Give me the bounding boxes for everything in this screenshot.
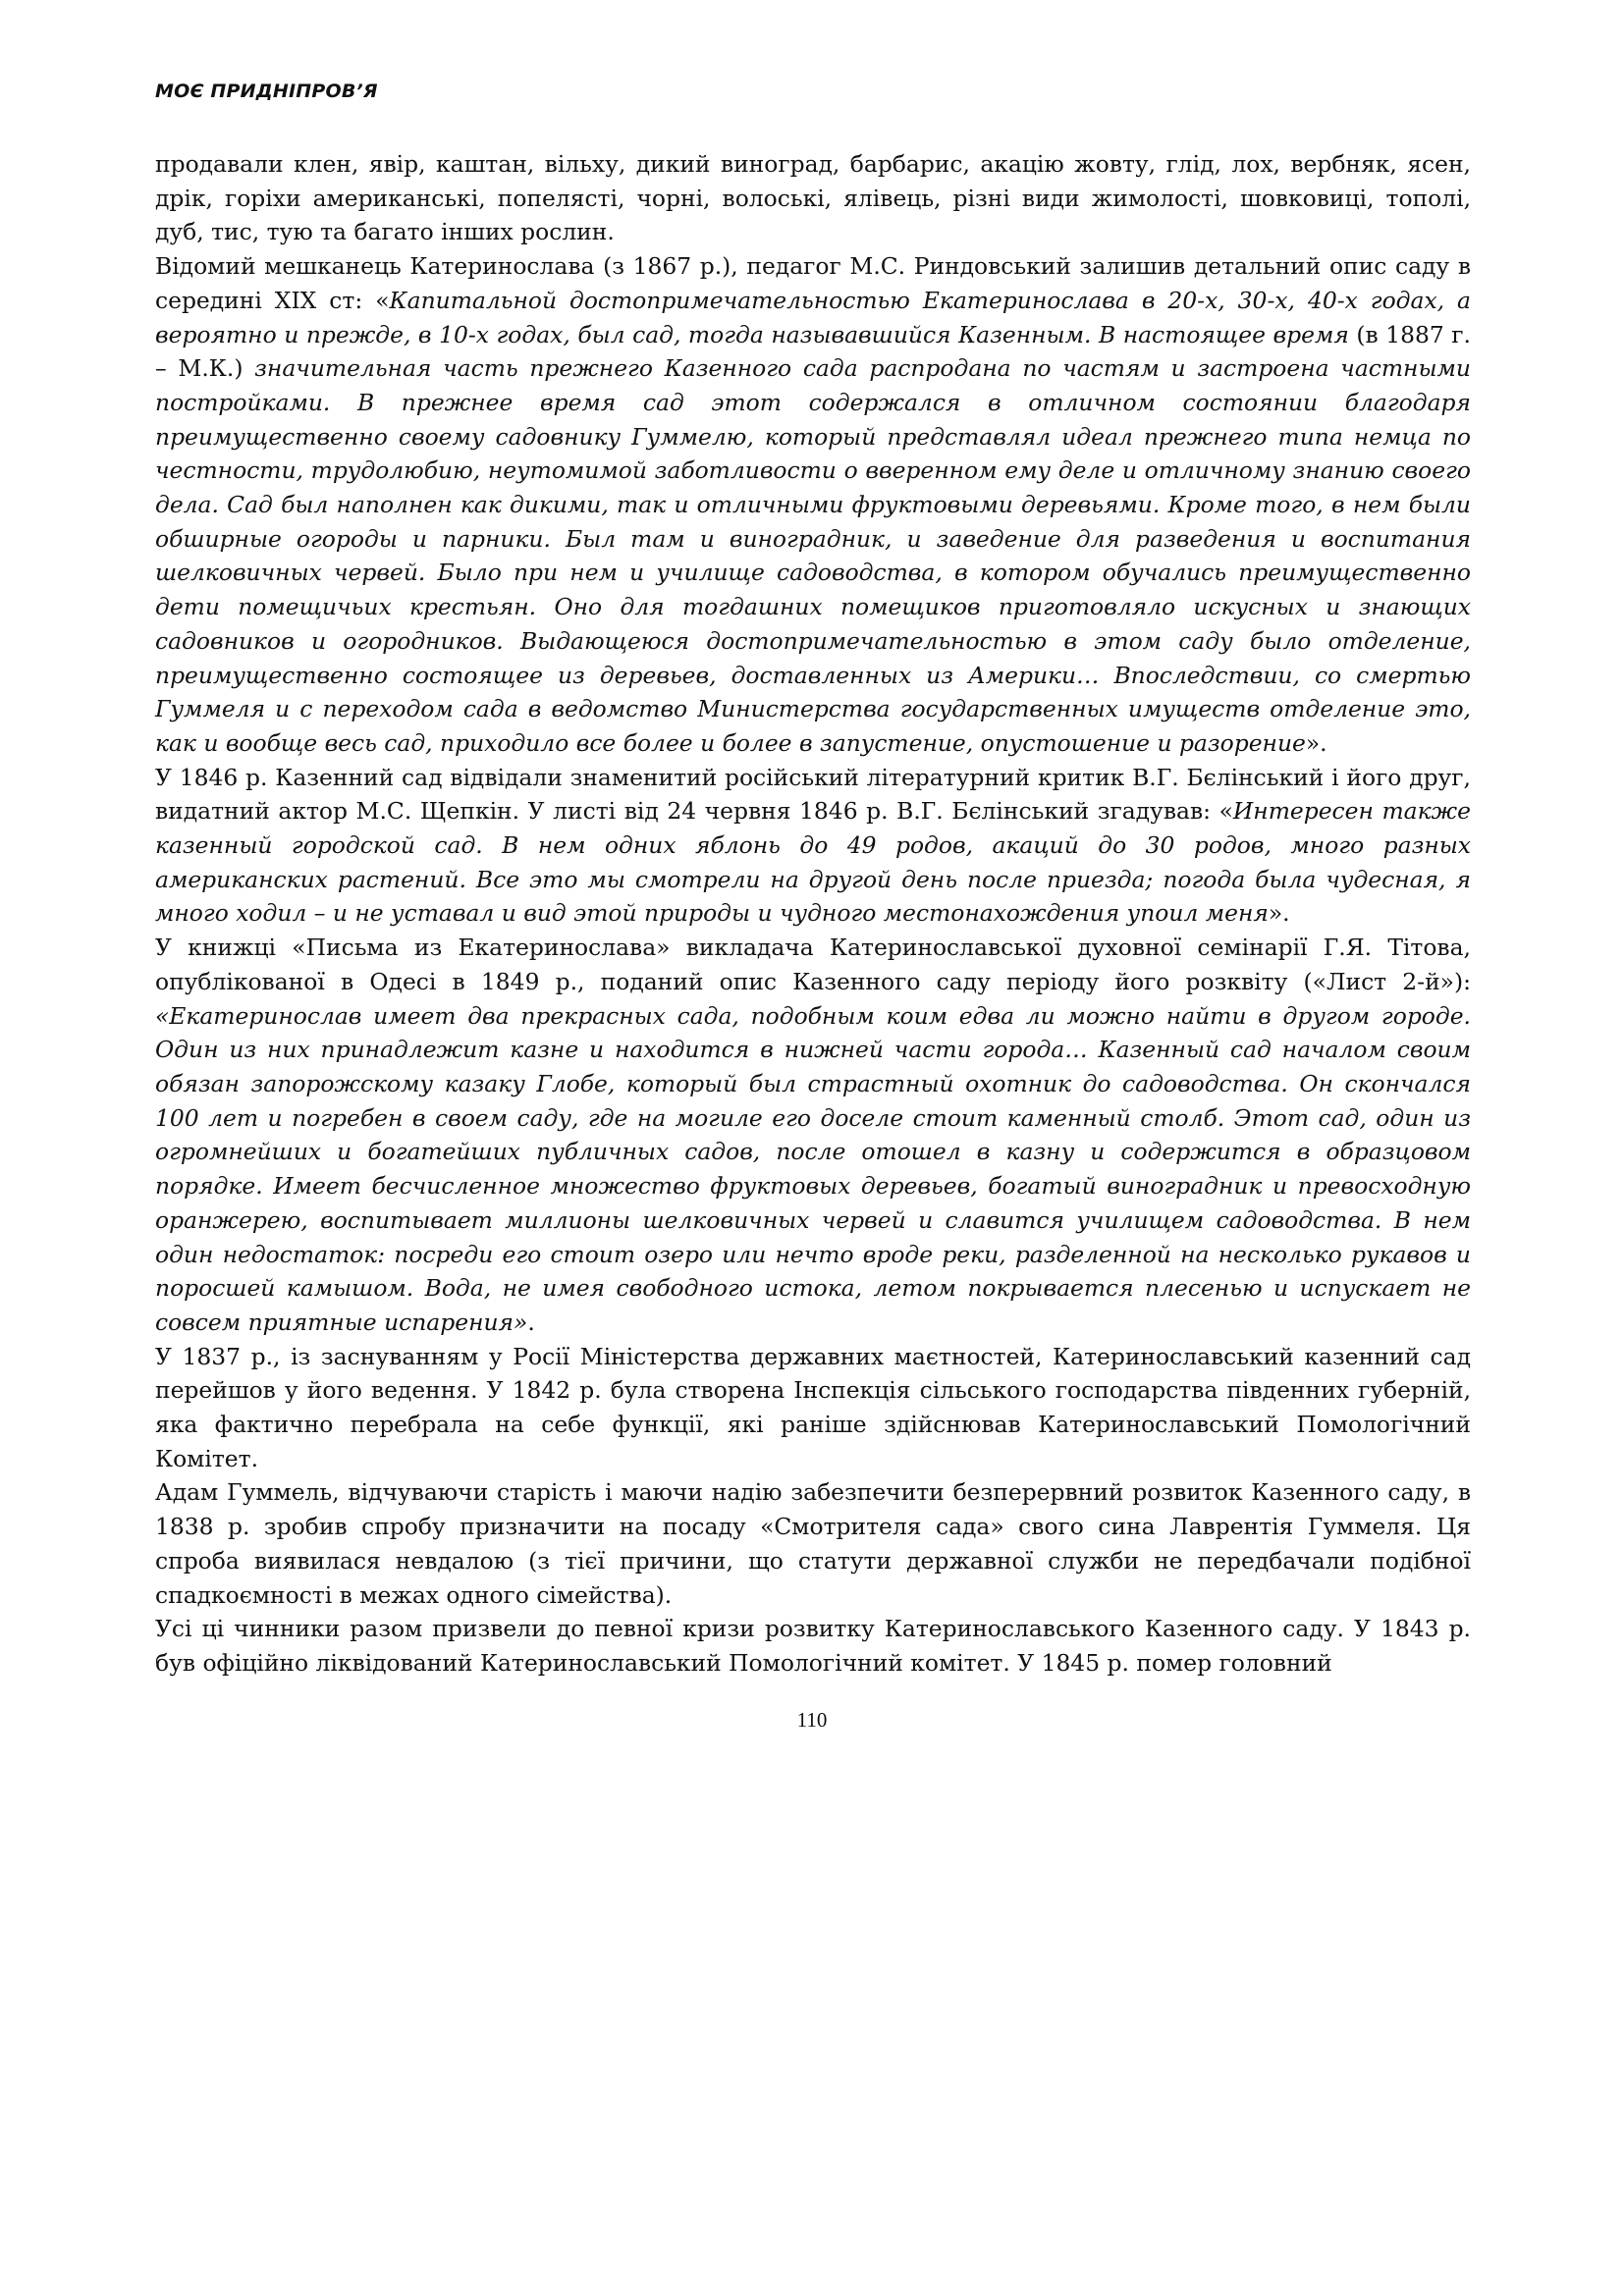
text-run: (в 1887 г. – М.К.): [155, 320, 1471, 383]
paragraph-1: [155, 147, 1471, 249]
text-run: продавали клен, явір, каштан, вільху, дикий виноград, барбарис, акацію жовту, глід, лох, вербняк, ясен, дрік, горіхи американські, попелясті, чорні, волоські, ялівець, різні види жимолості, шовковиці, тополі, дуб, тис, тую та багато інших рослин.: [155, 150, 1471, 246]
text-run: Адам Гуммель, відчуваючи старість і маючи надію забезпечити безперервний розвиток Казенного саду, в 1838 р. зробив спробу призначити на посаду «Смотрителя сада» свого сина Лаврентія Гуммеля. Ця спроба виявилася невдалою (з тієї причини, що статути державної служби не передбачали подібної спадкоємності в межах одного сімейства).: [155, 1478, 1471, 1609]
paragraph-2: [155, 249, 1471, 761]
text-run: ».: [1305, 728, 1327, 757]
page-number: 110: [796, 1708, 828, 1732]
paragraph-4: [155, 931, 1471, 1339]
paragraph-6: [155, 1475, 1471, 1612]
quote-run: Капитальной достопримечательностью Екатеринослава в 20-х, 30-х, 40-х годах, а вероятно и прежде, в 10-х годах, был сад, тогда называвшийся Казенным. В настоящее время: [155, 286, 1471, 348]
text-run: У 1837 р., із заснуванням у Росії Міністерства державних маєтностей, Катеринославський казенний сад перейшов у його ведення. У 1842 р. була створена Інспекція сільського господарства південних губерній, яка фактично перебрала на себе функції, які раніше здійснював Катеринославський Помологічний Комітет.: [155, 1342, 1471, 1472]
running-header: МОЄ ПРИДНІПРОВ’Я: [155, 80, 378, 102]
paragraph-3: [155, 761, 1471, 932]
text-run: У книжці «Письма из Екатеринослава» викладача Катеринославської духовної семінарії Г.Я. Тітова, опублікованої в Одесі в 1849 р., поданий опис Казенного саду періоду його розквіту («Лист 2-й»):: [155, 934, 1471, 995]
text-run: Відомий мешканець Катеринослава (з 1867 р.), педагог М.С. Риндовський залишив детальний опис саду в середині ХІХ ст: «: [155, 252, 1471, 314]
quote-run: Интересен также казенный городской сад. В нем одних яблонь до 49 родов, акаций до 30 родов, много разных американских растений. Все это мы смотрели на другой день после приезда; погода была чудесная, я много ходил – и не уставал и вид этой природы и чудного местонахождения упоил меня: [155, 797, 1471, 928]
body-text: [155, 147, 1471, 1681]
quote-run: «Екатеринослав имеет два прекрасных сада, подобным коим едва ли можно найти в другом городе. Один из них принадлежит казне и находится в нижней части города… Казенный сад началом своим обязан запорожскому казаку Глобе, который был страстный охотник до садоводства. Он скончался 100 лет и погребен в своем саду, где на могиле его доселе стоит каменный столб. Этот сад, один из огромнейших и богатейших публичных садов, после отошел в казну и содержится в образцовом порядке. Имеет бесчисленное множество фруктовых деревьев, богатый виноградник и превосходную оранжерею, воспитывает миллионы шелковичных червей и славится училищем садоводства. В нем один недостаток: посреди его стоит озеро или нечто вроде реки, разделенной на несколько рукавов и поросшей камышом. Вода, не имея свободного истока, летом покрывается плесенью и испускает не совсем приятные испарения»: [155, 1001, 1471, 1336]
quote-run: значительная часть прежнего Казенного сада распродана по частям и застроена частными постройками. В прежнее время сад этот содержался в отличном состоянии благодаря преимущественно своему садовнику Гуммелю, который представлял идеал прежнего типа немца по честности, трудолюбию, неутомимой заботливости о вверенном ему деле и отличному знанию своего дела. Сад был наполнен как дикими, так и отличными фруктовыми деревьями. Кроме того, в нем были обширные огороды и парники. Был там и виноградник, и заведение для разведения и воспитания шелковичных червей. Было при нем и училище садоводства, в котором обучались преимущественно дети помещичьих крестьян. Оно для тогдашних помещиков приготовляло искусных и знающих садовников и огородников. Выдающеюся достопримечательностью в этом саду было отделение, преимущественно состоящее из деревьев, доставленных из Америки… Впоследствии, со смертью Гуммеля и с переходом сада в ведомство Министерства государственных имуществ отделение это, как и вообще весь сад, приходило все более и более в запустение, опустошение и разорение: [155, 354, 1471, 757]
text-run: .: [527, 1308, 535, 1336]
paragraph-5: [155, 1340, 1471, 1476]
text-run: Усі ці чинники разом призвели до певної кризи розвитку Катеринославського Казенного саду. У 1843 р. був офіційно ліквідований Катеринославський Помологічний комітет. У 1845 р. помер головний: [155, 1615, 1471, 1677]
text-run: У 1846 р. Казенний сад відвідали знаменитий російський літературний критик В.Г. Бєлінський і його друг, видатний актор М.С. Щепкін. У листі від 24 червня 1846 р. В.Г. Бєлінський згадував: «: [155, 763, 1471, 826]
text-run: ».: [1268, 899, 1290, 928]
paragraph-7: [155, 1612, 1471, 1680]
